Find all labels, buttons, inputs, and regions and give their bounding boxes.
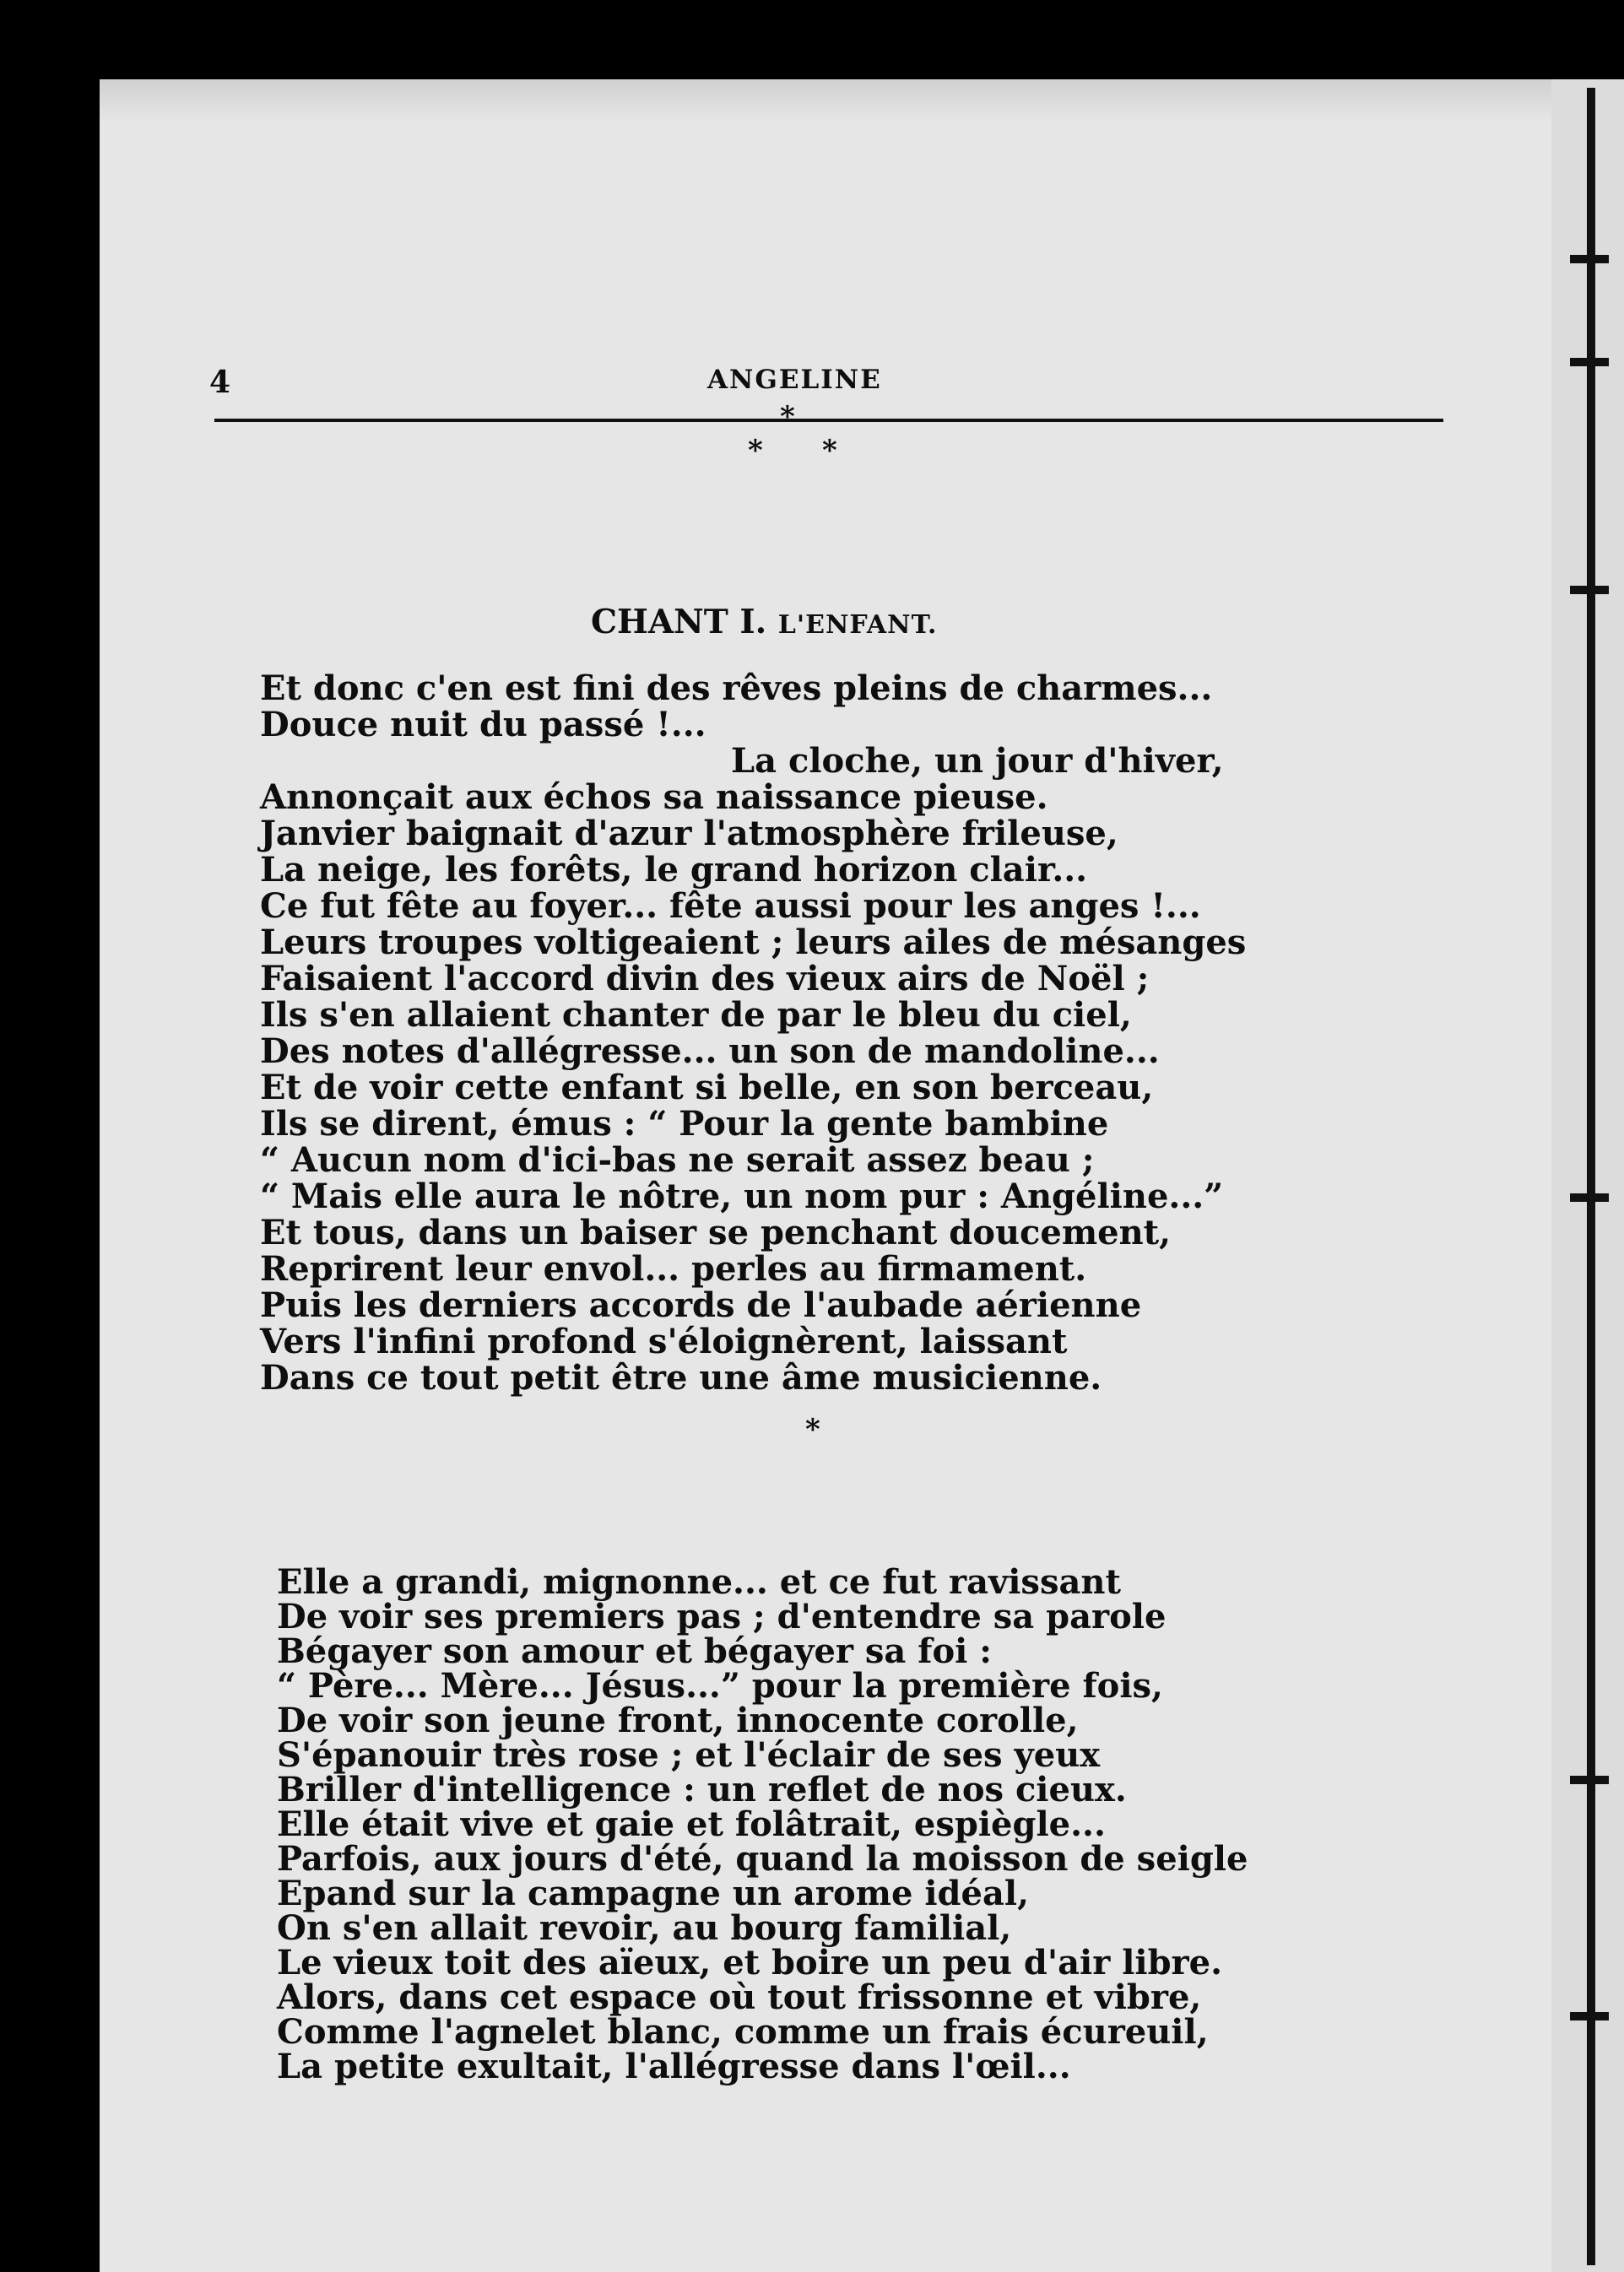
verse-line: Douce nuit du passé !...: [260, 705, 706, 744]
verse-line: Elle a grandi, mignonne... et ce fut ravissant: [277, 1562, 1121, 1602]
verse-line: Comme l'agnelet blanc, comme un frais écureuil,: [277, 2012, 1209, 2052]
verse-line: Elle était vive et gaie et folâtrait, espiègle...: [277, 1804, 1106, 1844]
verse-line: Des notes d'allégresse... un son de mandoline...: [260, 1031, 1160, 1071]
verse-line: Et de voir cette enfant si belle, en son berceau,: [260, 1068, 1154, 1107]
verse-line: S'épanouir très rose ; et l'éclair de ses yeux: [277, 1735, 1101, 1775]
asterism-top: *: [780, 400, 795, 434]
verse-line: La petite exultait, l'allégresse dans l'œil...: [277, 2047, 1071, 2086]
verse-line: “ Aucun nom d'ici-bas ne serait assez beau ;: [260, 1140, 1095, 1180]
stanza-1: [260, 670, 1246, 1396]
asterism-left: *: [748, 434, 763, 468]
binding-stitch: [1570, 1193, 1609, 1202]
verse-line: On s'en allait revoir, au bourg familial,: [277, 1908, 1012, 1948]
verse-line: Alors, dans cet espace où tout frissonne et vibre,: [277, 1977, 1202, 2017]
verse-line: Et donc c'en est fini des rêves pleins de charmes...: [260, 668, 1213, 708]
stanza-divider: *: [805, 1413, 820, 1447]
binding-stitch: [1570, 586, 1609, 594]
verse-line: Et tous, dans un baiser se penchant doucement,: [260, 1213, 1172, 1252]
binding-stitch: [1570, 358, 1609, 366]
binding-stitch: [1570, 1776, 1609, 1784]
page-top-edge: [100, 79, 1551, 122]
verse-line: Annonçait aux échos sa naissance pieuse.: [260, 777, 1048, 817]
verse-line: Briller d'intelligence : un reflet de nos cieux.: [277, 1770, 1127, 1809]
asterism-right: *: [822, 434, 837, 468]
header-rule: [214, 419, 1443, 422]
verse-line: La cloche, un jour d'hiver,: [731, 741, 1224, 781]
verse-line: Le vieux toit des aïeux, et boire un peu d'air libre.: [277, 1943, 1222, 1983]
running-title: ANGELINE: [707, 365, 882, 395]
verse-line: Dans ce tout petit être une âme musicienne.: [260, 1358, 1102, 1398]
chant-heading: [591, 603, 938, 641]
verse-line: Puis les derniers accords de l'aubade aérienne: [260, 1285, 1142, 1325]
verse-line: “ Mais elle aura le nôtre, un nom pur : Angéline...”: [260, 1177, 1224, 1216]
verse-line: Reprirent leur envol... perles au firmament.: [260, 1249, 1087, 1289]
verse-line: Faisaient l'accord divin des vieux airs de Noël ;: [260, 959, 1150, 998]
page-number: 4: [209, 365, 231, 400]
verse-line: La neige, les forêts, le grand horizon clair...: [260, 850, 1088, 890]
verse-line: Leurs troupes voltigeaient ; leurs ailes de mésanges: [260, 922, 1247, 962]
stanza-2: [277, 1562, 1248, 2086]
verse-line: Janvier baignait d'azur l'atmosphère frileuse,: [260, 814, 1118, 853]
verse-line: Bégayer son amour et bégayer sa foi :: [277, 1631, 993, 1671]
verse-line: De voir ses premiers pas ; d'entendre sa parole: [277, 1597, 1167, 1636]
verse-line: Ce fut fête au foyer... fête aussi pour les anges !...: [260, 886, 1201, 926]
book-page: [100, 79, 1551, 2272]
binding-thread: [1587, 88, 1595, 2265]
verse-line: Vers l'infini profond s'éloignèrent, laissant: [260, 1322, 1068, 1361]
binding-stitch: [1570, 255, 1609, 263]
verse-line: Parfois, aux jours d'été, quand la moisson de seigle: [277, 1839, 1248, 1879]
verse-line: De voir son jeune front, innocente corolle,: [277, 1701, 1079, 1740]
chant-number: CHANT I.: [591, 603, 767, 641]
verse-line: Epand sur la campagne un arome idéal,: [277, 1874, 1030, 1913]
verse-line: Ils s'en allaient chanter de par le bleu du ciel,: [260, 995, 1132, 1035]
book-binding: [1551, 79, 1624, 2272]
chant-title: L'ENFANT.: [777, 610, 938, 640]
verse-line: Ils se dirent, émus : “ Pour la gente bambine: [260, 1104, 1109, 1144]
verse-line: “ Père... Mère... Jésus...” pour la première fois,: [277, 1666, 1163, 1706]
binding-stitch: [1570, 2012, 1609, 2020]
